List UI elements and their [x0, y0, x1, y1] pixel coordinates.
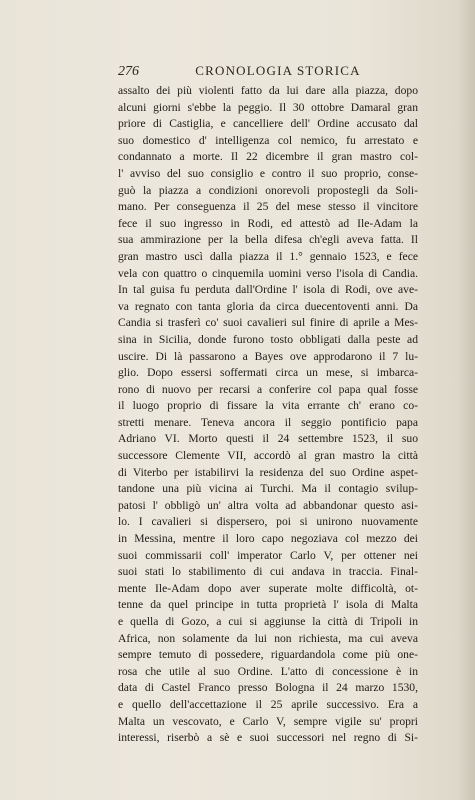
text-line: di Viterbo per istabilirvi la residenza del suo Ordine aspet- [118, 465, 418, 479]
text-line: vela con quattro o cinquemila uomini verso l'isola di Candia. [118, 266, 418, 280]
text-line: Malta un vescovato, e Carlo V, sempre vigile su' propri [118, 714, 418, 728]
text-line: rosa che utile al suo Ordine. L'atto di concessione è in [118, 664, 418, 678]
text-line: il luogo proprio di fissare la vita errante ch' erano co- [118, 399, 418, 413]
text-line: lo. I cavalieri si dispersero, poi si unirono nuovamente [118, 515, 418, 529]
text-line: patosi l' obbligò un' altra volta ad abbandonar questo asi- [118, 498, 418, 512]
text-line: glio. Dopo essersi soffermati circa un mese, si imbarca- [118, 366, 418, 380]
text-line: Candia si trasferì co' suoi cavalieri sul finire di aprile a Mes- [118, 316, 418, 330]
page-number: 276 [118, 64, 139, 79]
text-line: fece il suo ingresso in Rodi, ed attestò ad Ile-Adam la [118, 216, 418, 230]
text-line: priore di Castiglia, e cancelliere dell' Ordine accusato dal [118, 117, 418, 131]
text-line: sina in Sicilia, donde furono tosto obbligati dalla peste ad [118, 332, 418, 346]
text-line: Africa, non solamente da lui non richiesta, ma cui aveva [118, 631, 418, 645]
text-line: assalto dei più violenti fatto da lui dare alla piazza, dopo [118, 84, 418, 97]
text-line: mente Ile-Adam dopo aver superate molte difficoltà, ot- [118, 581, 418, 595]
text-line: Adriano VI. Morto questi il 24 settembre 1523, il suo [118, 432, 418, 446]
text-line: mano. Per conseguenza il 25 del mese stesso il vincitore [118, 200, 418, 214]
running-title: CRONOLOGIA STORICA [195, 63, 361, 78]
text-line: successore Clemente VII, accordò al gran mastro la città [118, 449, 418, 463]
text-line: e quella di Gozo, a cui si aggiunse la città di Tripoli in [118, 615, 418, 628]
text-line: guò la piazza a condizioni onorevoli propostegli da Soli- [118, 183, 418, 197]
text-line: suoi commissarii coll' imperator Carlo V, per ottener nei [118, 548, 418, 562]
text-line: stretti menare. Teneva ancora il seggio pontificio papa [118, 415, 418, 429]
text-line: In tal guisa fu perduta dall'Ordine l' isola di Rodi, ove ave- [118, 283, 418, 297]
text-line: sempre temuto di possedere, riguardandola come più one- [118, 648, 418, 662]
text-line: va regnato con tanta gloria da circa duecentoventi anni. Da [118, 299, 418, 313]
text-line: e quello dell'accettazione il 25 aprile successivo. Era a [118, 697, 418, 711]
text-line: l' avviso del suo consiglio e contro il suo proprio, conse- [118, 166, 418, 180]
text-line: uscire. Di là passarono a Bayes ove approdarono il 7 lu- [118, 349, 418, 363]
text-line: in Messina, mentre il loro capo negoziava col mezzo dei [118, 532, 418, 546]
running-head [118, 63, 416, 81]
text-line: tenne da quel principe in tutta proprietà l' isola di Malta [118, 598, 418, 612]
text-line: condannato a morte. Il 22 dicembre il gran mastro col- [118, 150, 418, 164]
text-line: gran mastro uscì dalla piazza il 1.° gennaio 1523, e fece [118, 249, 418, 263]
text-line: suoi stati lo stabilimento di cui andava in traccia. Final- [118, 565, 418, 579]
text-line: sua ammirazione per la bella difesa ch'egli aveva fatta. Il [118, 233, 418, 247]
text-line: tandone una più vicina ai Turchi. Ma il contagio svilup- [118, 482, 418, 496]
text-line: interessi, riserbò a sè e suoi successori nel regno di Si- [118, 731, 418, 745]
text-line: suo domestico d' intelligenza col nemico, fu arrestato e [118, 133, 418, 147]
text-line: alcuni giorni s'ebbe la peggio. Il 30 ottobre Damaral gran [118, 100, 418, 114]
text-line: rono di nuovo per recarsi a conferire col papa qual fosse [118, 382, 418, 396]
text-line: data di Castel Franco presso Bologna il 24 marzo 1530, [118, 681, 418, 695]
body-text [118, 83, 418, 747]
